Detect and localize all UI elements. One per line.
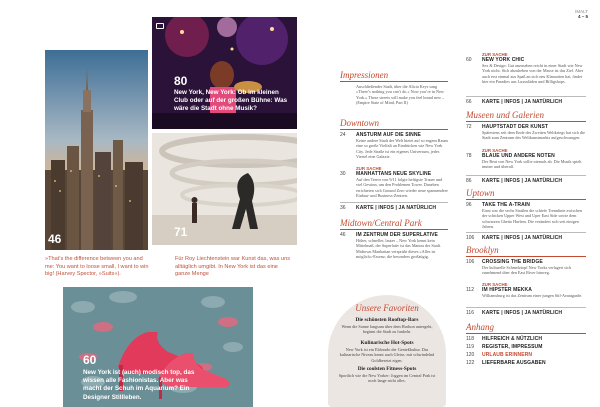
favorite-text: Sportlich wie die New Yorker: Joggen im Central Park ist noch lange nicht alles.	[338, 373, 436, 384]
toc-entry[interactable]	[466, 148, 586, 170]
toc-page: 30	[340, 171, 346, 177]
museum-caption: Für Roy Liechtenstein war Kunst das, was uns alltäglich umgibt. In New York ist das eine ganze Menge	[175, 256, 291, 278]
favorites-heading: Unsere Favoriten	[355, 303, 419, 313]
toc-entry[interactable]	[466, 336, 586, 343]
toc-page: 118	[466, 336, 474, 342]
toc-title: BLAUE UND ANDERE NOTEN	[482, 153, 555, 159]
section-rule	[340, 81, 448, 82]
toc-page: 24	[340, 132, 346, 138]
magazine-label: IMALT	[575, 9, 588, 14]
section-uptown: Uptown	[466, 188, 495, 198]
toc-title: REGISTER, IMPRESSUM	[482, 344, 543, 350]
photo-page-number: 80	[174, 74, 188, 88]
toc-text: Spätestens seit dem Ende des Zweiten Weltkriegs hat sich die Stadt zum Zentrum des Weltkunstmarkts aufgeschwungen.	[482, 130, 585, 141]
toc-title: KARTE | INFOS | JA NATÜRLICH	[482, 235, 563, 241]
toc-title: CROSSING THE BRIDGE	[482, 259, 543, 265]
camera-icon	[156, 23, 164, 29]
toc-page: 60	[466, 57, 472, 63]
section-rule	[466, 333, 586, 334]
section-rule	[466, 121, 586, 122]
toc-entry[interactable]	[466, 202, 586, 232]
stage-caption: New York, New York: Ob im kleinen Club oder auf der großen Bühne: Was wäre die Stadt ohne Musik?	[174, 89, 288, 113]
toc-kicker: ZUR SACHE	[482, 282, 508, 287]
toc-page: 72	[466, 124, 472, 130]
toc-page: 112	[466, 287, 474, 293]
divider	[466, 232, 586, 233]
photo-page-number: 46	[48, 232, 62, 246]
toc-title: HILFREICH & NÜTZLICH	[482, 336, 543, 342]
toc-entry[interactable]	[466, 52, 586, 96]
toc-page: 106	[466, 235, 475, 241]
toc-page: 119	[466, 344, 474, 350]
section-downtown: Downtown	[340, 118, 380, 128]
divider	[340, 202, 448, 203]
toc-entry[interactable]	[466, 344, 586, 351]
toc-page: 96	[466, 202, 472, 208]
impressionen-text: Anschließender Stadt, über die Alicia Keys sang »There’s nothing you can’t do.« Now you’re in New York.» These streets will make you feel brand new – (Empire State of Mind, Part II)	[356, 84, 445, 106]
toc-title: IM HIPSTER MEKKA	[482, 287, 532, 293]
toc-page: 86	[466, 178, 472, 184]
section-rule	[466, 199, 586, 200]
toc-title: MANHATTANS NEUE SKYLINE	[356, 171, 432, 177]
toc-entry[interactable]	[466, 124, 586, 146]
toc-text: Höher, schneller, lauter – New York kennt kein Mittelmaß, der Superlativ ist das Mantra der Stadt. Midtown Manhattan versprüht dieses »Alles ist möglich«-Essenz, die besonders großzügig.	[356, 238, 442, 260]
toc-entry[interactable]	[466, 360, 586, 367]
favorite-title[interactable]: Kulinarische Hot-Spots	[360, 340, 414, 346]
toc-kicker: ZUR SACHE	[356, 166, 382, 171]
toc-entry[interactable]	[466, 235, 586, 242]
toc-text: Keine andere Stadt der Welt bietet auf so engem Raum eine so große Vielfalt an Eindrücken wie New York City. Jede Straße ist ein eigenes Universum, jedes Viertel eine Galaxie.	[356, 138, 448, 160]
toc-title: KARTE | INFOS | JA NATÜRLICH	[482, 178, 563, 184]
skyline-caption: »That’s the difference between you and me: You want to loose small, I want to win big! (Harvey Spector, »Suits«).	[45, 256, 149, 278]
favorite-text: New York ist ein Eldorado der Genießkultur. Das kulinarische Niveau kennt auch Gleise, mit schwindelnd Goldbesetzt eigen.	[339, 347, 435, 363]
toc-title: ANSTURM AUF DIE SINNE	[356, 132, 421, 138]
shoes-caption: New York ist (auch) modisch top, das wissen alle Fashionistas. Aber was macht der Schuh im Aquarium? Ein Designer Stillleben.	[83, 369, 195, 401]
toc-title: IM ZENTRUM DER SUPERLATIVE	[356, 232, 438, 238]
toc-kicker: ZUR SACHE	[482, 148, 508, 153]
toc-title: KARTE | INFOS | JA NATÜRLICH	[482, 99, 563, 105]
toc-page: 106	[466, 259, 475, 265]
toc-kicker: ZUR SACHE	[482, 52, 508, 57]
toc-entry[interactable]	[340, 205, 448, 212]
toc-title: HAUPTSTADT DER KUNST	[482, 124, 549, 130]
toc-text: Auf den Terror von 9/11 folgte heftigste Trauer und viel Gewinn, um den Problemen Tower. Daneben errichteten sich Ground Zero wieder neue spannendere Einbau- und Business-Zentren.	[356, 177, 448, 199]
section-midtown: Midtown/Central Park	[340, 218, 422, 228]
toc-title: LIEFERBARE AUSGABEN	[482, 360, 546, 366]
toc-text: Williamsburg ist das Zentrum einer jungen Stil-Avantgarde.	[482, 293, 583, 298]
toc-entry[interactable]	[466, 310, 586, 317]
divider	[466, 96, 586, 97]
divider	[466, 175, 586, 176]
page-marker	[575, 9, 588, 19]
page-range: 4 – 5	[577, 14, 588, 19]
section-rule	[340, 229, 448, 230]
toc-page: 36	[340, 205, 346, 211]
section-rule	[466, 256, 586, 257]
toc-entry[interactable]	[466, 259, 586, 279]
toc-entry[interactable]	[466, 282, 586, 302]
toc-entry[interactable]	[466, 99, 586, 106]
toc-entry[interactable]	[466, 352, 586, 359]
section-impressionen: Impressionen	[340, 70, 389, 80]
toc-page: 116	[466, 310, 474, 316]
favorites-box	[328, 295, 446, 407]
skyline-illustration	[45, 50, 148, 250]
museum-photo	[152, 133, 297, 245]
toc-page: 122	[466, 360, 475, 366]
toc-page: 120	[466, 352, 475, 358]
photo-page-number: 60	[83, 353, 97, 367]
divider	[466, 307, 586, 308]
toc-page: 66	[466, 99, 472, 105]
toc-entry[interactable]	[340, 132, 448, 164]
favorite-title[interactable]: Die schönsten Rooftop-Bars	[355, 317, 419, 323]
toc-title: NEW YORK CHIC	[482, 57, 525, 63]
favorite-text: Wenn die Sonne langsam über dem Hudson untergeht, beginnt die Stadt zu funkeln.	[341, 324, 433, 335]
section-museen: Museen und Galerien	[466, 110, 544, 120]
toc-page: 46	[340, 232, 346, 238]
section-anhang: Anhang	[466, 322, 494, 332]
toc-title: TAKE THE A-TRAIN	[482, 202, 530, 208]
favorite-title[interactable]: Die coolsten Fitness-Spots	[357, 366, 417, 372]
shoes-photo	[63, 287, 253, 407]
section-brooklyn: Brooklyn	[466, 245, 499, 255]
toc-entry[interactable]	[340, 232, 448, 272]
toc-title: URLAUB ERINNERN	[482, 352, 533, 358]
toc-text: Einst war die sechs Straßen die schiefe Trennlinie zwischen der schicken Upper West und Uper East Side sowie dem schwarzen Ghetto Harlem. Die verändert sich seit einigen Jahren.	[482, 208, 583, 230]
toc-entry[interactable]	[466, 178, 586, 185]
toc-entry[interactable]	[340, 166, 448, 199]
toc-page: 78	[466, 153, 472, 159]
toc-title: KARTE | INFOS | JA NATÜRLICH	[356, 205, 437, 211]
toc-text: Sex & Design: Gut anzusehen reicht in einer Stadt wie New York nicht. Sich abzuheben von der Masse ist das Ziel. Aber auch erst einmal aus Spaß an sich neu Klamotten hat, findet hier ein Paradies aus Luxusläden und Billigshops.	[482, 63, 584, 85]
skyline-photo	[45, 50, 148, 250]
section-rule	[340, 129, 448, 130]
toc-text: Der kulturelle Schmelztopf New Yorks verlagert sich zunehmend über den East River hinweg.	[482, 265, 571, 276]
stage-photo	[152, 17, 297, 129]
toc-text: Der Beat von New York sollte niemals ab. Die Musik spielt immer und überall.	[482, 159, 582, 170]
photo-page-number: 71	[174, 225, 188, 239]
toc-title: KARTE | INFOS | JA NATÜRLICH	[482, 310, 563, 316]
